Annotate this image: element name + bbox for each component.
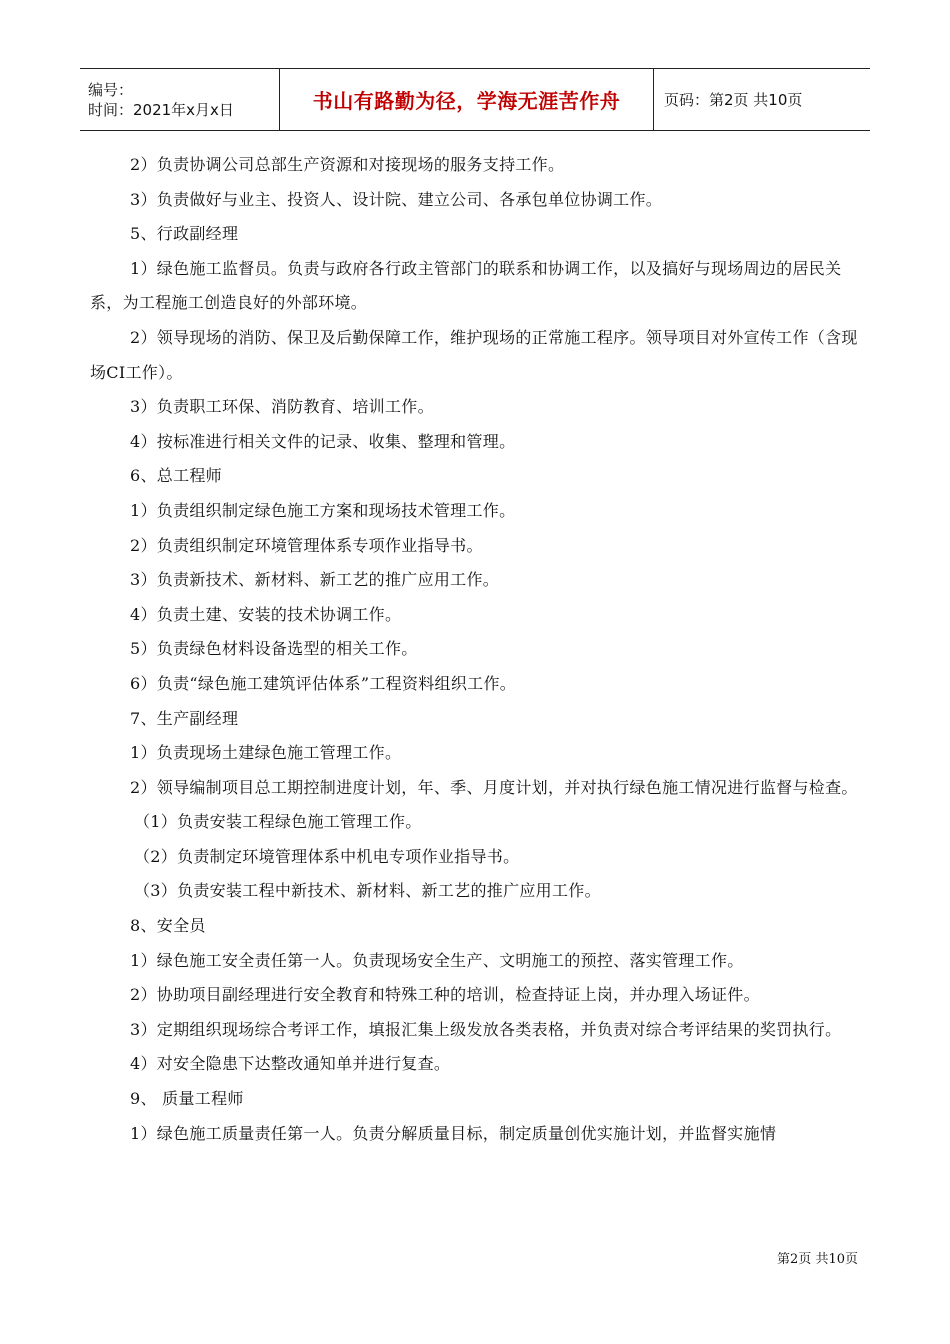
paragraph: 1）负责组织制定绿色施工方案和现场技术管理工作。 xyxy=(130,500,516,520)
paragraph: 2）领导编制项目总工期控制进度计划，年、季、月度计划，并对执行绿色施工情况进行监督与检查。 xyxy=(130,777,858,797)
header-meta xyxy=(80,69,280,130)
time-label: 时间：2021年x月x日 xyxy=(88,100,234,119)
document-body xyxy=(90,148,872,1151)
paragraph: 1）绿色施工质量责任第一人。负责分解质量目标，制定质量创优实施计划，并监督实施情 xyxy=(130,1123,777,1143)
paragraph: 3）负责职工环保、消防教育、培训工作。 xyxy=(130,397,434,417)
paragraph: 2）负责协调公司总部生产资源和对接现场的服务支持工作。 xyxy=(130,155,565,174)
sub-paragraph: （1）负责安装工程绿色施工管理工作。 xyxy=(134,812,422,832)
section-heading: 9、 质量工程师 xyxy=(130,1089,244,1109)
paragraph: 3）负责做好与业主、投资人、设计院、建立公司、各承包单位协调工作。 xyxy=(130,189,663,209)
paragraph: 1）绿色施工监督员。负责与政府各行政主管部门的联系和协调工作，以及搞好与现场周边的居民关系，为工程施工创造良好的外部环境。 xyxy=(90,258,842,313)
page-header xyxy=(80,68,870,131)
header-page-info: 页码：第2页 共10页 xyxy=(664,91,803,109)
section-heading: 8、安全员 xyxy=(130,916,206,936)
paragraph: 5）负责绿色材料设备选型的相关工作。 xyxy=(130,639,418,659)
paragraph: 1）绿色施工安全责任第一人。负责现场安全生产、文明施工的预控、落实管理工作。 xyxy=(130,950,744,970)
sub-paragraph: （3）负责安装工程中新技术、新材料、新工艺的推广应用工作。 xyxy=(134,881,601,901)
paragraph: 3）定期组织现场综合考评工作，填报汇集上级发放各类表格，并负责对综合考评结果的奖罚执行。 xyxy=(130,1019,842,1039)
paragraph: 1）负责现场土建绿色施工管理工作。 xyxy=(130,743,402,763)
paragraph: 4）对安全隐患下达整改通知单并进行复查。 xyxy=(130,1054,451,1074)
section-heading: 7、生产副经理 xyxy=(130,708,239,728)
sub-paragraph: （2）负责制定环境管理体系中机电专项作业指导书。 xyxy=(134,846,520,866)
number-label: 编号： xyxy=(88,80,134,99)
paragraph: 3）负责新技术、新材料、新工艺的推广应用工作。 xyxy=(130,570,500,590)
paragraph: 4）负责土建、安装的技术协调工作。 xyxy=(130,604,402,624)
paragraph: 2）负责组织制定环境管理体系专项作业指导书。 xyxy=(130,535,483,555)
section-heading: 6、总工程师 xyxy=(130,466,222,486)
paragraph: 2）协助项目副经理进行安全教育和特殊工种的培训，检查持证上岗，并办理入场证件。 xyxy=(130,985,760,1005)
paragraph: 6）负责“绿色施工建筑评估体系”工程资料组织工作。 xyxy=(130,673,517,693)
paragraph: 2）领导现场的消防、保卫及后勤保障工作，维护现场的正常施工程序。领导项目对外宣传工作（含现场CI工作）。 xyxy=(90,327,858,382)
header-motto: 书山有路勤为径，学海无涯苦作舟 xyxy=(280,69,654,130)
paragraph: 4）按标准进行相关文件的记录、收集、整理和管理。 xyxy=(130,431,516,451)
section-heading: 5、行政副经理 xyxy=(130,224,239,244)
page-footer: 第2页 共10页 xyxy=(777,1252,858,1267)
